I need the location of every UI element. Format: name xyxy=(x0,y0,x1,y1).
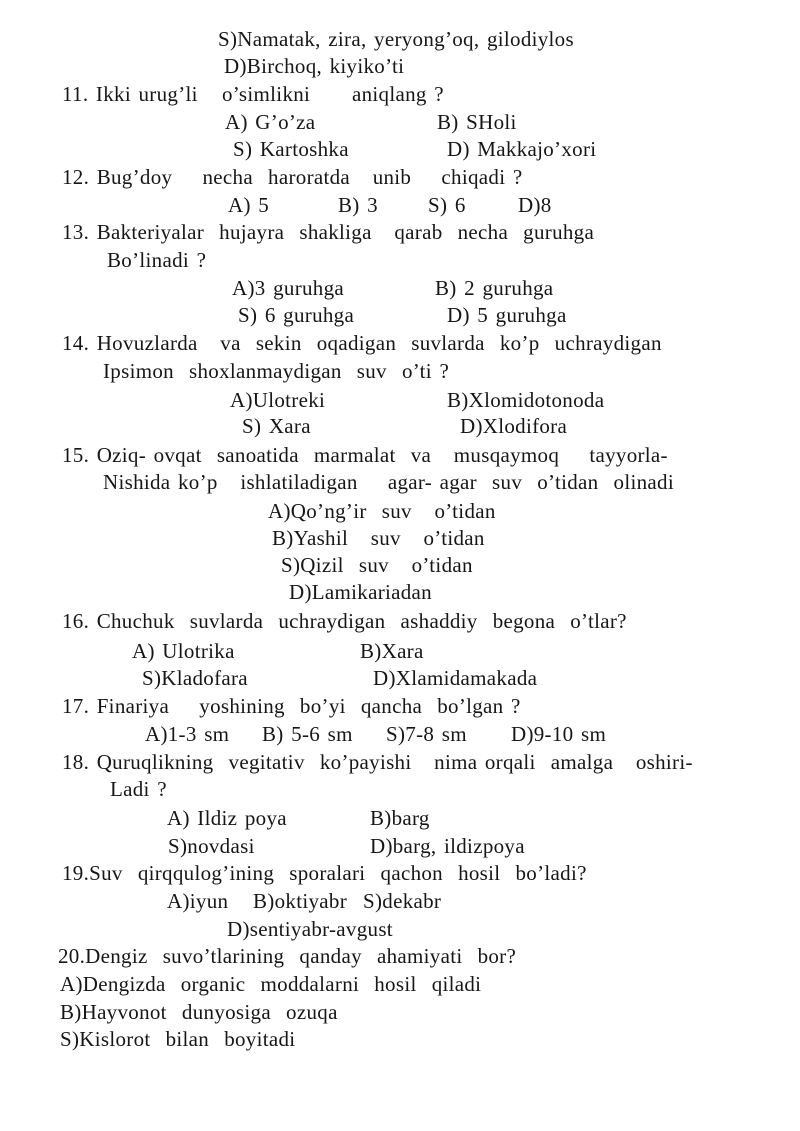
text-line-3-seg-3: aniqlang ? xyxy=(352,82,444,106)
text-line-29-seg-2: B)barg xyxy=(370,806,430,830)
text-line-13-seg-1: Ipsimon shoxlanmaydigan suv o’ti ? xyxy=(103,359,450,383)
text-line-29-seg-1: A) Ildiz poya xyxy=(167,806,287,830)
text-line-26-seg-1: A)1-3 sm xyxy=(145,722,230,746)
text-line-34-seg-1: 20.Dengiz suvo’tlarining qanday ahamiyati bor? xyxy=(58,944,517,968)
text-line-4-seg-1: A) G’o’za xyxy=(225,110,316,134)
text-line-24-seg-2: D)Xlamidamakada xyxy=(373,666,538,690)
text-line-32-seg-1: A)iyun xyxy=(167,889,229,913)
text-line-7-seg-2: B) 3 xyxy=(338,193,378,217)
text-line-14-seg-2: B)Xlomidotonoda xyxy=(447,388,605,412)
text-line-8-seg-1: 13. Bakteriyalar hujayra shakliga qarab necha guruhga xyxy=(62,220,595,244)
text-line-16-seg-1: 15. Oziq- ovqat sanoatida marmalat va musqaymoq tayyorla- xyxy=(62,443,668,467)
text-line-9-seg-1: Bo’linadi ? xyxy=(107,248,207,272)
text-line-26-seg-2: B) 5-6 sm xyxy=(262,722,353,746)
text-line-33-seg-1: D)sentiyabr-avgust xyxy=(227,917,393,941)
text-line-22-seg-1: 16. Chuchuk suvlarda uchraydigan ashaddiy begona o’tlar? xyxy=(62,609,627,633)
text-line-30-seg-1: S)novdasi xyxy=(168,834,255,858)
text-line-27-seg-1: 18. Quruqlikning vegitativ ko’payishi nima orqali amalga oshiri- xyxy=(62,750,693,774)
text-line-32-seg-2: B)oktiyabr xyxy=(253,889,347,913)
text-line-7-seg-1: A) 5 xyxy=(228,193,270,217)
text-line-28-seg-1: Ladi ? xyxy=(110,777,167,801)
text-line-5-seg-1: S) Kartoshka xyxy=(233,137,349,161)
text-line-10-seg-2: B) 2 guruhga xyxy=(435,276,554,300)
text-line-12-seg-1: 14. Hovuzlarda va sekin oqadigan suvlarda ko’p uchraydigan xyxy=(62,331,662,355)
text-line-17-seg-1: Nishida ko’p ishlatiladigan agar- agar suv o’tidan olinadi xyxy=(103,470,674,494)
text-line-36-seg-1: B)Hayvonot dunyosiga ozuqa xyxy=(60,1000,338,1024)
text-line-26-seg-3: S)7-8 sm xyxy=(386,722,467,746)
text-line-32-seg-3: S)dekabr xyxy=(363,889,442,913)
text-line-18-seg-1: A)Qo’ng’ir suv o’tidan xyxy=(268,499,496,523)
text-line-35-seg-1: A)Dengizda organic moddalarni hosil qiladi xyxy=(60,972,482,996)
text-line-15-seg-2: D)Xlodifora xyxy=(460,414,568,438)
text-line-4-seg-2: B) SHoli xyxy=(437,110,517,134)
text-line-6-seg-1: 12. Bug’doy necha haroratda unib chiqadi ? xyxy=(62,165,523,189)
text-line-26-seg-4: D)9-10 sm xyxy=(511,722,607,746)
text-line-37-seg-1: S)Kislorot bilan boyitadi xyxy=(60,1027,296,1051)
text-line-30-seg-2: D)barg, ildizpoya xyxy=(370,834,525,858)
text-line-24-seg-1: S)Kladofara xyxy=(142,666,248,690)
text-line-11-seg-2: D) 5 guruhga xyxy=(447,303,567,327)
text-line-7-seg-3: S) 6 xyxy=(428,193,466,217)
text-line-20-seg-1: S)Qizil suv o’tidan xyxy=(281,553,473,577)
text-line-25-seg-1: 17. Finariya yoshining bo’yi qancha bo’lgan ? xyxy=(62,694,521,718)
text-line-21-seg-1: D)Lamikariadan xyxy=(289,580,432,604)
text-line-10-seg-1: A)3 guruhga xyxy=(232,276,345,300)
text-line-11-seg-1: S) 6 guruhga xyxy=(238,303,355,327)
text-line-2-seg-1: D)Birchoq, kiyiko’ti xyxy=(224,54,405,78)
text-line-14-seg-1: A)Ulotreki xyxy=(230,388,326,412)
text-line-23-seg-1: A) Ulotrika xyxy=(132,639,235,663)
text-line-7-seg-4: D)8 xyxy=(518,193,552,217)
text-line-3-seg-2: o’simlikni xyxy=(222,82,311,106)
text-line-1-seg-1: S)Namatak, zira, yeryong’oq, gilodiylos xyxy=(218,27,574,51)
text-line-19-seg-1: B)Yashil suv o’tidan xyxy=(272,526,485,550)
text-line-23-seg-2: B)Xara xyxy=(360,639,424,663)
text-line-15-seg-1: S) Xara xyxy=(242,414,311,438)
text-line-3-seg-1: 11. Ikki urug’li xyxy=(62,82,198,106)
text-line-5-seg-2: D) Makkajo’xori xyxy=(447,137,597,161)
text-line-31-seg-1: 19.Suv qirqqulog’ining sporalari qachon hosil bo’ladi? xyxy=(62,861,587,885)
